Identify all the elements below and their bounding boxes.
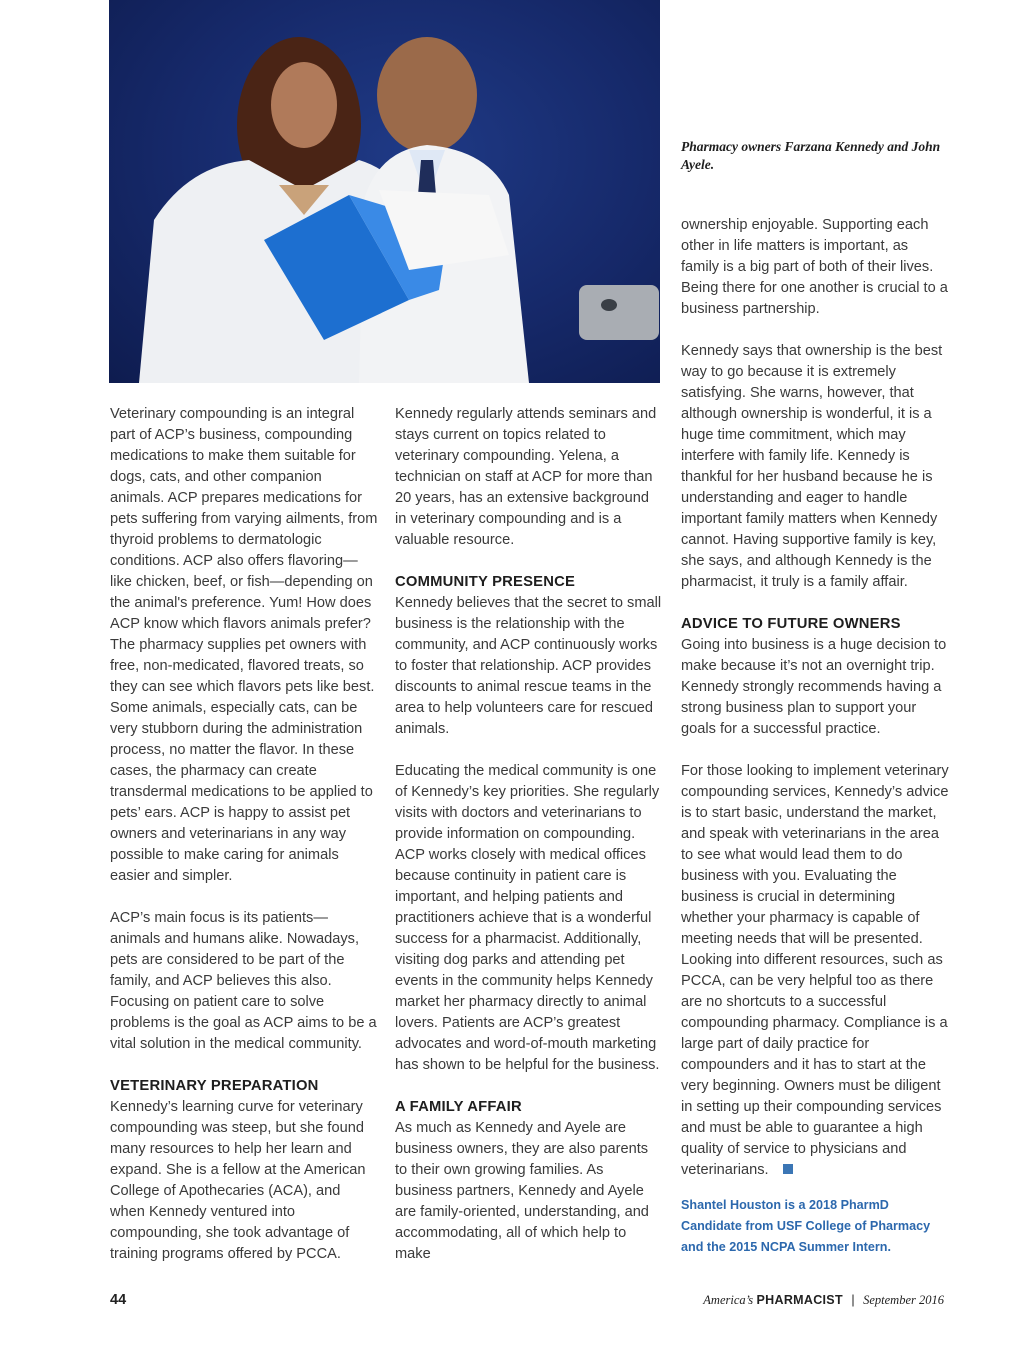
paragraph: Kennedy’s learning curve for veterinary compounding was steep, but she found many resources to help her learn and expand. She is a fellow at the American College of Apothecaries (ACA), and when Kennedy ventured into compounding, she took advantage of training programs offered by PCCA.: [110, 1099, 366, 1262]
woman-face: [271, 62, 337, 148]
issue-date: September 2016: [863, 1293, 944, 1307]
paragraph: Kennedy believes that the secret to small business is the relationship with the community, and ACP continuously works to foster that relationship. ACP provides discounts to animal rescue teams in the area to help volunteers care for rescued animals.: [395, 595, 662, 737]
photo-caption: Pharmacy owners Farzana Kennedy and John Ayele.: [681, 139, 941, 172]
paragraph: Educating the medical community is one of Kennedy’s key priorities. She regularly visits with doctors and veterinarians to provide information on compounding. ACP works closely with medical offices because continuity in patient care is important, and helping patients and practitioners achieve that is a wonderful success for a pharmacist. Additionally, visiting dog parks and attending pet events in the community helps Kennedy market her pharmacy directly to animal lovers. Patients are ACP’s greatest advocates and word-of-mouth marketing has shown to be helpful for the business.: [395, 763, 660, 1073]
article-photo: [109, 0, 660, 383]
column-2: [395, 404, 663, 1286]
end-of-article-mark: [783, 1164, 793, 1174]
section-heading: VETERINARY PREPARATION: [110, 1078, 319, 1094]
magazine-footer: [703, 1293, 944, 1308]
pharmacists-photo-illustration: [109, 0, 660, 383]
paragraph: ACP’s main focus is its patients—animals and humans alike. Nowadays, pets are considered to be part of the family, and ACP believes this also. Focusing on patient care to solve problems is the goal as ACP aims to be a vital solution in the medical community.: [110, 910, 377, 1052]
water-fountain: [579, 285, 659, 340]
paragraph-text: For those looking to implement veterinary compounding services, Kennedy’s advice is to start basic, understand the market, and speak with veterinarians in the area to see what would lead them to do business with you. Evaluating the business is crucial in determining whether your pharmacy is capable of meeting needs that will be presented. Looking into different resources, such as PCCA, can be very helpful too as there are no shortcuts to a successful compounding pharmacy. Compliance is a large part of daily practice for compounders and it has to start at the very beginning. Owners must be diligent in setting up their compounding services and must be able to guarantee a high quality of service to physicians and veterinarians.: [681, 763, 949, 1178]
section-heading: A FAMILY AFFAIR: [395, 1099, 522, 1115]
paragraph: As much as Kennedy and Ayele are business owners, they are also parents to their own growing families. As business partners, Kennedy and Ayele are family-oriented, understanding, and accommodating, all of which help to make: [395, 1120, 649, 1262]
section-heading: ADVICE TO FUTURE OWNERS: [681, 616, 901, 632]
column-1: [110, 404, 378, 1286]
paragraph: Kennedy says that ownership is the best way to go because it is extremely satisfying. She warns, however, that although ownership is wonderful, it is a huge time commitment, which may interfere with family life. Kennedy is thankful for her husband because he is understanding and eager to handle important family matters when Kennedy cannot. Having supportive family is key, she says, and although Kennedy is the pharmacist, it truly is a family affair.: [681, 343, 943, 590]
footer-separator: |: [851, 1293, 855, 1307]
paragraph: Kennedy regularly attends seminars and stays current on topics related to veterinary compounding. Yelena, a technician on staff at ACP for more than 20 years, has an extensive background in veterinary compounding and is a valuable resource.: [395, 406, 657, 548]
paragraph-last: [681, 761, 949, 1181]
paragraph: ownership enjoyable. Supporting each other in life matters is important, as family is a big part of both of their lives. Being there for one another is crucial to a business partnership.: [681, 217, 948, 317]
man-head: [377, 37, 477, 153]
magazine-name-bold: PHARMACIST: [756, 1293, 843, 1307]
section-heading: COMMUNITY PRESENCE: [395, 574, 576, 590]
page-number: 44: [110, 1292, 127, 1308]
paragraph: Veterinary compounding is an integral part of ACP’s business, compounding medications to make them suitable for dogs, cats, and other companion animals. ACP prepares medications for pets suffering from varying ailments, from thyroid problems to dermatologic conditions. ACP also offers flavoring—like chicken, beef, or fish—depending on the animal's preference. Yum! How does ACP know which flavors animals prefer? The pharmacy supplies pet owners with free, non-medicated, flavored treats, so they can see which flavors pets like best. Some animals, especially cats, can be very stubborn during the administration process, no matter the flavor. In these cases, the pharmacy can create transdermal medications to be applied to pets’ ears. ACP is happy to assist pet owners and veterinarians in any way possible to make caring for animals easier and simpler.: [110, 406, 378, 884]
magazine-name-italic: America’s: [703, 1293, 754, 1307]
paragraph: Going into business is a huge decision to make because it’s not an overnight trip. Kennedy strongly recommends having a strong business plan to support your goals for a successful practice.: [681, 637, 947, 737]
column-3: [681, 215, 949, 1258]
author-bio: Shantel Houston is a 2018 PharmD Candidate from USF College of Pharmacy and the 2015 NCPA Summer Intern.: [681, 1198, 931, 1254]
